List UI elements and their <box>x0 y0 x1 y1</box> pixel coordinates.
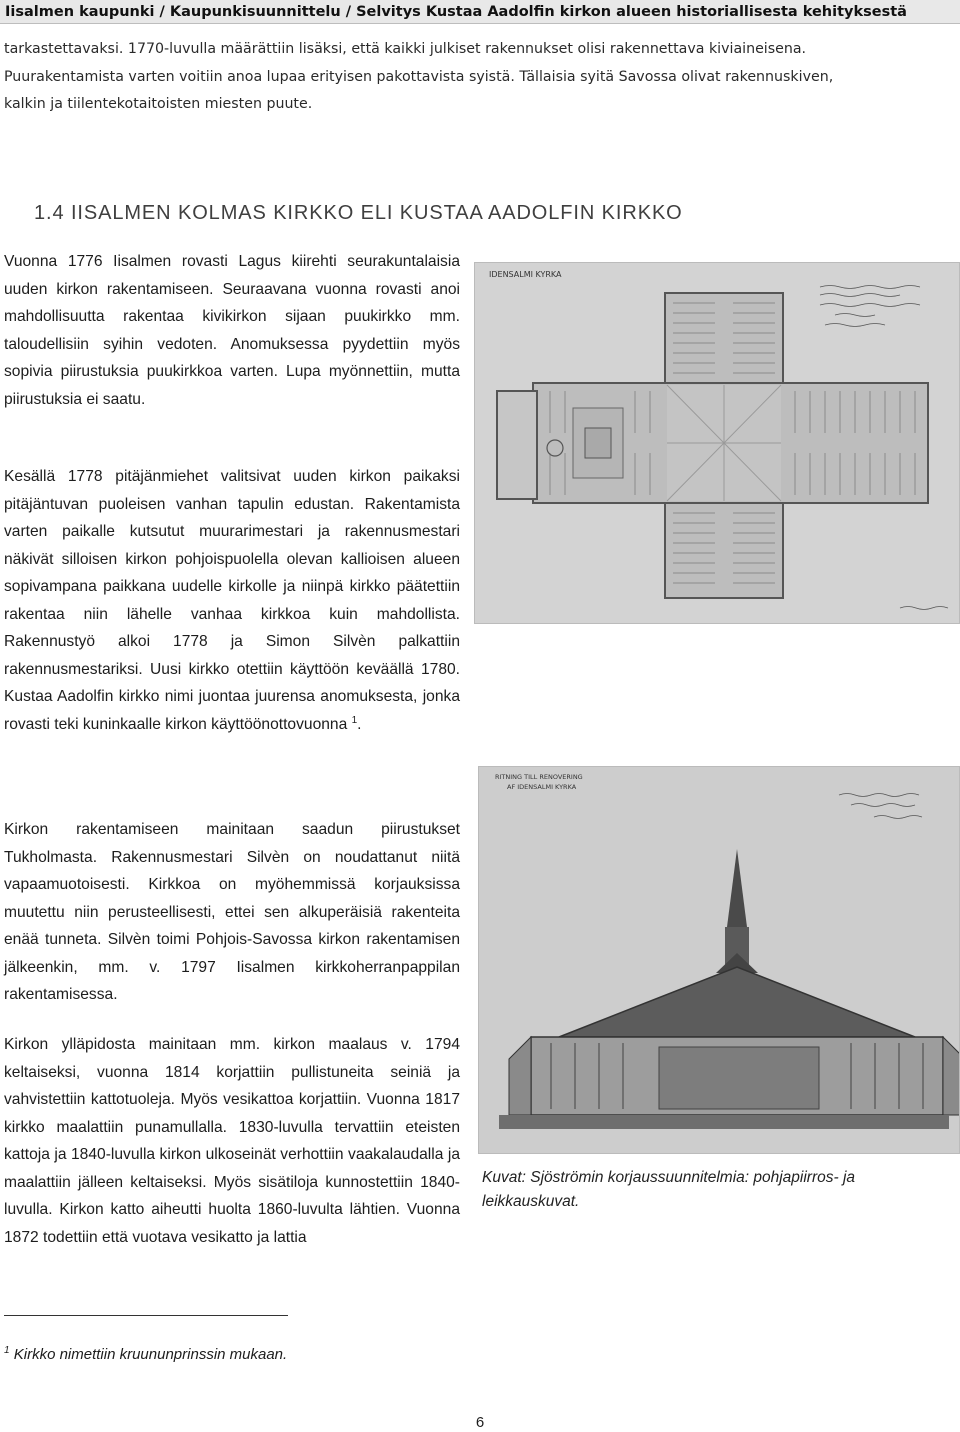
intro-paragraph <box>4 36 960 119</box>
intro-line: tarkastettavaksi. 1770-luvulla määrättiin lisäksi, että kaikki julkiset rakennukset olisi rakennettava kiviaineisena. <box>4 41 807 57</box>
page-number: 6 <box>475 1414 485 1431</box>
section-drawing <box>478 766 960 1154</box>
footnote-divider <box>4 1315 288 1316</box>
section-label-2: AF IDENSALMI KYRKA <box>507 783 577 791</box>
section-heading: 1.4 IISALMEN KOLMAS KIRKKO ELI KUSTAA AADOLFIN KIRKKO <box>34 202 683 224</box>
paragraph-2-end: . <box>357 715 362 733</box>
section-label-1: RITNING TILL RENOVERING <box>495 773 583 781</box>
paragraph-1 <box>4 248 460 413</box>
section-svg <box>479 767 960 1154</box>
intro-line: kalkin ja tiilentekotaitoisten miesten puute. <box>4 96 313 112</box>
paragraph-4-text: Kirkon ylläpidosta mainitaan mm. kirkon maalaus v. 1794 keltaiseksi, vuonna 1814 korjattiin pullistuneita seiniä ja vahvistettiin kattotuoleja. Myös vesikattoa korjattiin. Vuonna 1817 kirkko maalattiin punamullalla. 1830-luvulla tervattiin eteisten kattoja ja 1840-luvulla kirkon ulkoseinät verhottiin vaakalaudalla ja maalattiin jälleen keltaiseksi. Myös sisätiloja kunnostettiin 1840-luvulla. Kirkon katto aiheutti huolta 1860-luvulta lähtien. Vuonna 1872 todettiin että vuotava vesikatto ja lattia <box>4 1036 460 1246</box>
paragraph-2 <box>4 463 460 738</box>
document-header: Iisalmen kaupunki / Kaupunkisuunnittelu / Selvitys Kustaa Aadolfin kirkon alueen historiallisesta kehityksestä <box>0 0 960 24</box>
plan-label: IDENSALMI KYRKA <box>489 270 562 279</box>
paragraph-3-text: Kirkon rakentamiseen mainitaan saadun piirustukset Tukholmasta. Rakennusmestari Silvèn on noudattanut niitä vapaamuotoisesti. Kirkkoa on myöhemmissä korjauksissa muutettu niin perusteellisesti, ettei sen alkuperäisiä rakenteita enää tunneta. Silvèn toimi Pohjois-Savossa kirkon rakentamisen jälkeenkin, mm. v. 1797 Iisalmen kirkkoherranpappilan rakentamisessa. <box>4 821 460 1003</box>
footnote-reference: 1 <box>351 714 358 726</box>
intro-line: Puurakentamista varten voitiin anoa lupaa erityisen pakottavista syistä. Tällaisia syitä Savossa olivat rakennuskiven, <box>4 68 834 85</box>
floor-plan-svg <box>475 263 960 624</box>
paragraph-1-text: Vuonna 1776 Iisalmen rovasti Lagus kiirehti seurakuntalaisia uuden kirkon rakentamiseen. Seuraavana vuonna rovasti anoi mahdollisuutta rakentaa kivikirkon sijaan puukirkko mm. taloudellisiin syihin vedoten. Anomuksessa pyydettiin myös sopivia piirustuksia puukirkkoa varten. Lupa myönnettiin, mutta piirustuksia ei saatu. <box>4 253 460 408</box>
paragraph-4 <box>4 1031 460 1251</box>
footnote <box>4 1345 287 1363</box>
figure-caption: Kuvat: Sjöströmin korjaussuunnitelmia: pohjapiirros- ja leikkauskuvat. <box>482 1169 856 1210</box>
floor-plan-drawing <box>474 262 960 624</box>
footnote-number: 1 <box>4 1345 10 1356</box>
paragraph-2-body: Kesällä 1778 pitäjänmiehet valitsivat uuden kirkon paikaksi pitäjäntuvan puoleisen vanhan tapulin edustan. Rakentamista varten paikalle kutsutut muurarimestari ja rakennusmestari näkivät silloisen kirkon pohjoispuolella olevan kallioisen alueen sopivampana paikkana uudelle kirkolle ja niinpä kirkko päätettiin rakentaa niin lähelle vanhaa kirkkoa kuin mahdollista. Rakennustyö alkoi 1778 ja Simon Silvèn palkattiin rakennusmestariksi. Uusi kirkko otettiin käyttöön keväällä 1780. Kustaa Aadolfin kirkko nimi juontaa juurensa anomuksesta, jonka rovasti teki kuninkaalle kirkon käyttöönottovuonna <box>4 468 460 733</box>
paragraph-3 <box>4 816 460 1009</box>
footnote-text: Kirkko nimettiin kruununprinssin mukaan. <box>13 1346 288 1363</box>
paragraph-2-text <box>4 463 460 738</box>
